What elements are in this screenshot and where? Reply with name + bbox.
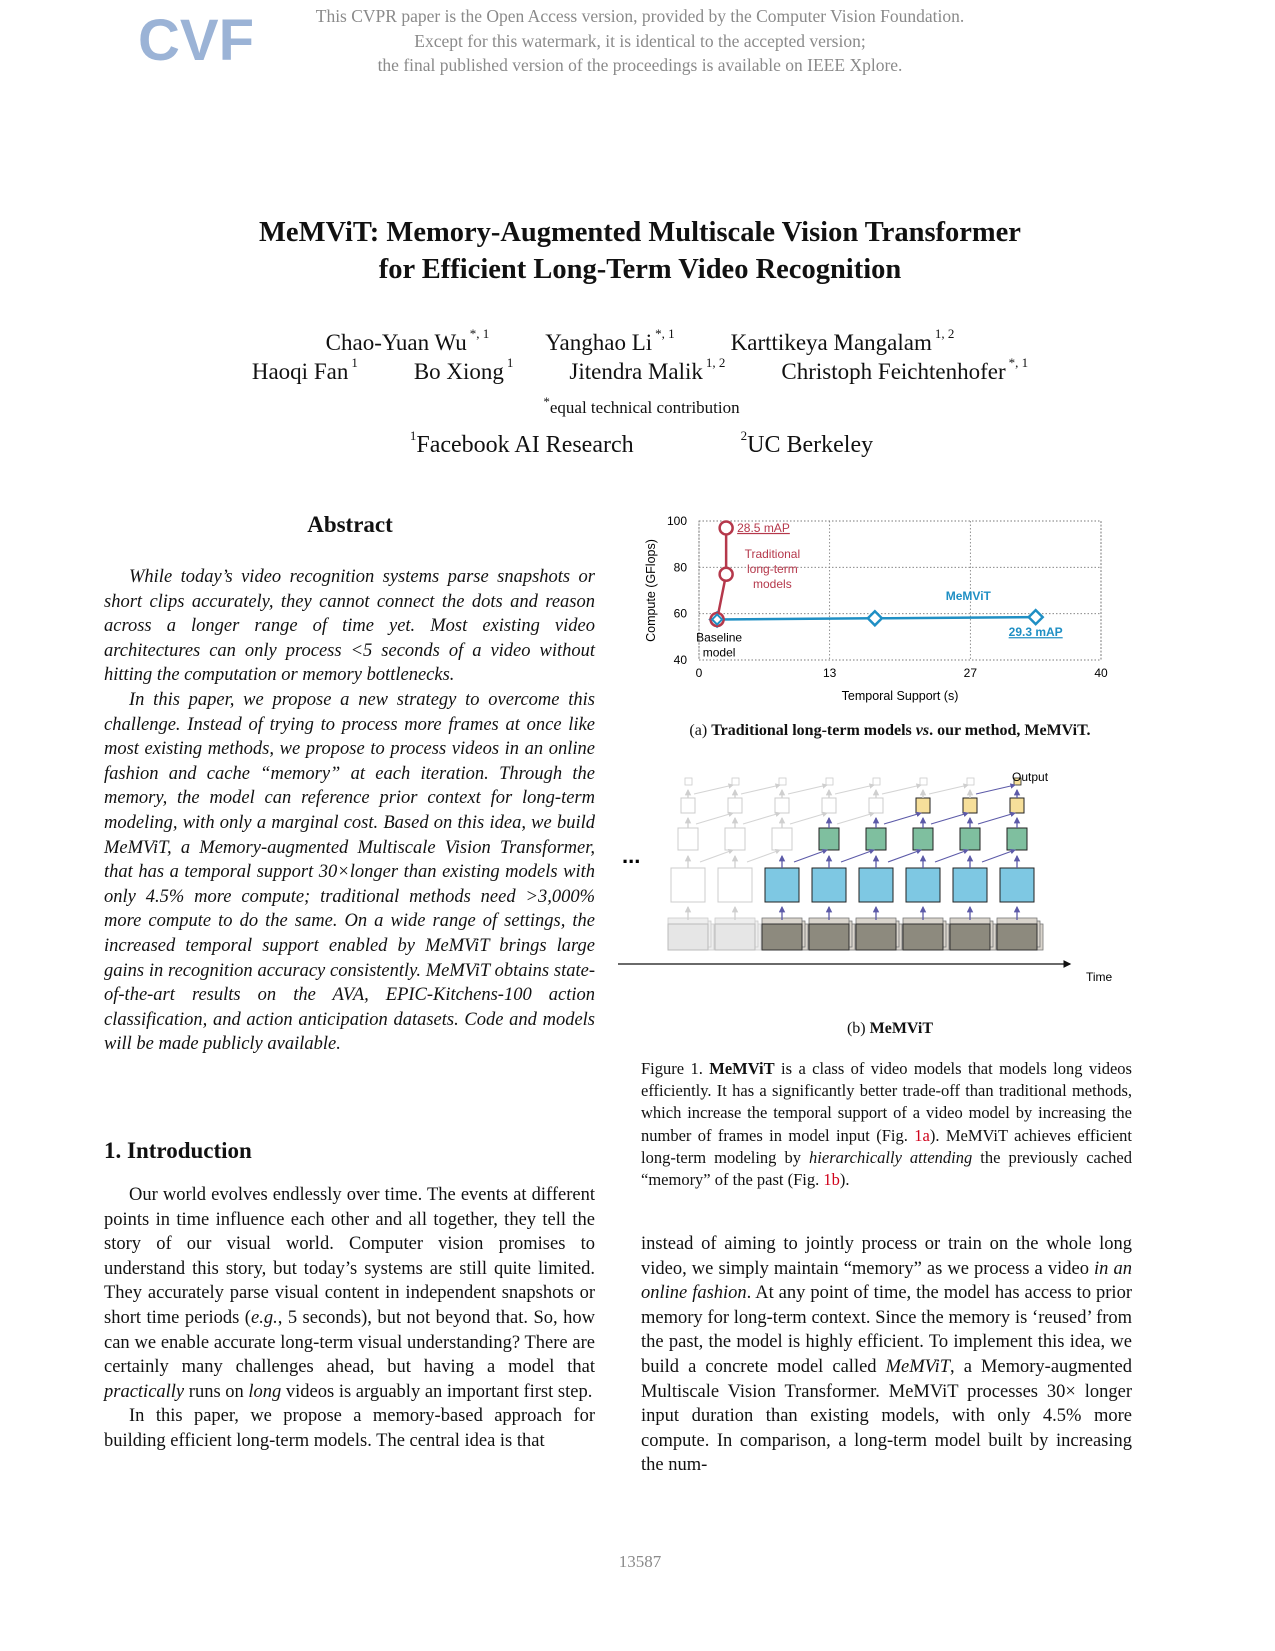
stage3-block — [869, 798, 883, 813]
x-tick-label: 27 — [963, 666, 978, 680]
introduction-body — [104, 1183, 595, 1454]
title-line-1: MeMViT: Memory-Augmented Multiscale Vision Transformer — [259, 217, 1021, 248]
stage1-block — [671, 868, 705, 902]
right-column-paragraph: instead of aiming to jointly process or train on the whole long video, we simply maintain “memory” as we process a video in an online fashion. At any point of time, the model has access to prior memory for long-term context. Since the memory is ‘reused’ from the past, the model is highly efficient. To implement this idea, we build a concrete model called MeMViT, a Memory-augmented Multiscale Vision Transformer. MeMViT processes 30× longer input duration than existing models, with only 4.5% more compute. In comparison, a long-term model built by increasing the num- — [641, 1234, 1132, 1476]
paper-title — [140, 214, 1140, 288]
affiliation: $^2$UC Berkeley — [740, 428, 874, 458]
output-token — [685, 778, 692, 785]
author-row-1 — [140, 326, 1140, 356]
output-token — [779, 778, 786, 785]
memory-arrow — [694, 785, 733, 794]
y-tick-label: 60 — [673, 606, 687, 621]
memvit-series-label: MeMViT — [945, 588, 991, 603]
stage3-block — [728, 798, 742, 813]
video-frame-front — [997, 924, 1037, 950]
memvit-map-annotation: 29.3 mAP — [1008, 625, 1063, 640]
author: Christoph Feichtenhofer $^{*, 1}$ — [781, 355, 1029, 384]
watermark-line-1: This CVPR paper is the Open Access version, provided by the Computer Vision Foundation. — [315, 6, 965, 26]
title-line-2: for Efficient Long-Term Video Recognition — [378, 254, 902, 285]
memory-arrow — [794, 850, 827, 862]
stage2-block — [678, 828, 698, 850]
video-frame-front — [715, 924, 755, 950]
stage1-block — [718, 868, 752, 902]
traditional-series-label: models — [753, 577, 792, 592]
traditional-series-label: Traditional — [744, 547, 801, 562]
memory-arrow — [696, 813, 733, 824]
memory-arrow — [882, 785, 921, 794]
affiliations — [140, 428, 1140, 459]
x-tick-label: 13 — [822, 666, 837, 680]
x-tick-label: 0 — [695, 666, 703, 680]
stage1-block — [953, 868, 987, 902]
author: Jitendra Malik $^{1, 2}$ — [569, 355, 726, 384]
stage1-block — [906, 868, 940, 902]
stage2-block — [772, 828, 792, 850]
stage3-block — [963, 798, 977, 813]
stage2-block — [866, 828, 886, 850]
stage1-block — [859, 868, 893, 902]
chart-labels — [696, 521, 1063, 660]
author-row-2 — [140, 355, 1140, 385]
traditional-series-label: long-term — [747, 562, 798, 577]
baseline-label: model — [702, 645, 736, 660]
output-token — [732, 778, 739, 785]
stage2-block — [819, 828, 839, 850]
memory-arrow — [741, 785, 780, 794]
figure-1a-caption: (a) Traditional long-term models vs. our method, MeMViT. — [689, 722, 1091, 739]
output-token — [920, 778, 927, 785]
watermark-line-2: Except for this watermark, it is identical to the accepted version; — [414, 30, 866, 51]
memory-arrow — [884, 813, 921, 824]
video-frame-front — [856, 924, 896, 950]
cvf-logo-text: CVF — [138, 8, 254, 73]
figure-1-caption: Figure 1. MeMViT is a class of video models that models long videos efficiently. It has a significantly better trade-off than traditional methods, which increase the temporal support of a video model by increasing the number of frames in model input (Fig. 1a). MeMViT achieves efficient long-term modeling by hierarchically attending the previously cached “memory” of the past (Fig. 1b). — [641, 1059, 1133, 1190]
y-tick-label: 40 — [673, 653, 687, 667]
abstract-paragraph-2: In this paper, we propose a new strategy to overcome this challenge. Instead of trying to process more frames at once like most existing methods, we propose to process videos in an online fashion and cache “memory” at each iteration. Through the memory, the model can reference prior context for long-term modeling, with only a marginal cost. Based on this idea, we build MeMViT, a Memory-augmented Multiscale Vision Transformer, that has a temporal support 30×longer than existing models with only 4.5% more compute; traditional methods need >3,000% more compute to do the same. On a wide range of settings, the increased temporal support enabled by MeMViT brings large gains in recognition accuracy consistently. MeMViT obtains state-of-the-art results on the AVA, EPIC-Kitchens-100 action classification, and action anticipation datasets. Code and models will be made publicly available. — [104, 689, 595, 1055]
video-frame-front — [668, 924, 708, 950]
diagram-output-label: Output — [1012, 770, 1049, 784]
memory-arrow — [835, 785, 874, 794]
diagram-time-label: Time — [1086, 970, 1113, 984]
video-frame-front — [762, 924, 802, 950]
memory-arrow — [747, 850, 780, 862]
stage1-block — [1000, 868, 1034, 902]
traditional-point — [720, 568, 733, 581]
memvit-diagram — [618, 778, 1070, 964]
memvit-point — [1029, 610, 1043, 624]
diagram-ellipsis: ... — [622, 843, 641, 868]
cvf-logo — [138, 8, 254, 76]
stage2-block — [913, 828, 933, 850]
chart-axes — [644, 514, 1108, 703]
abstract-paragraph-1: While today’s video recognition systems parse snapshots or short clips accurately, they cannot connect the dots and reason across a longer range of time yet. Most existing video architectures can only process <5 seconds of a video without hitting the computation or memory bottlenecks. — [104, 567, 595, 686]
memory-arrow — [888, 850, 921, 862]
x-tick-label: 40 — [1094, 666, 1108, 680]
stage2-block — [1007, 828, 1027, 850]
memory-arrow — [978, 813, 1015, 824]
memory-arrow — [976, 785, 1015, 794]
introduction-heading: 1. Introduction — [104, 1138, 252, 1163]
abstract-body — [104, 565, 595, 1057]
output-token — [967, 778, 974, 785]
abstract-heading: Abstract — [307, 512, 393, 537]
x-axis-label: Temporal Support (s) — [841, 689, 959, 703]
intro-paragraph-1: Our world evolves endlessly over time. The events at different points in time influence each other and all together, they tell the story of our visual world. Computer vision promises to understand this story, but today’s systems are still quite limited. They accurately parse visual content in independent snapshots or short time periods (e.g., 5 seconds), but not beyond that. So, how can we enable accurate long-term visual understanding? There are certainly many challenges ahead, but having a model that practically runs on long videos is arguably an important first step. — [104, 1185, 595, 1402]
stage3-block — [822, 798, 836, 813]
figure-ref-1b[interactable]: 1b — [823, 1170, 840, 1190]
traditional-point — [720, 521, 733, 534]
video-frame-front — [903, 924, 943, 950]
memvit-point — [868, 611, 882, 625]
memory-arrow — [931, 813, 968, 824]
intro-paragraph-2: In this paper, we propose a memory-based approach for building efficient long-term models. The central idea is that — [104, 1406, 595, 1451]
stage3-block — [681, 798, 695, 813]
memory-arrow — [982, 850, 1015, 862]
traditional-map-annotation: 28.5 mAP — [737, 520, 790, 535]
affiliation: $^1$Facebook AI Research — [409, 428, 634, 458]
video-frame-front — [809, 924, 849, 950]
author: Haoqi Fan $^1$ — [251, 355, 358, 384]
stage3-block — [916, 798, 930, 813]
author: Yanghao Li $^{*, 1}$ — [545, 326, 675, 355]
stage1-block — [812, 868, 846, 902]
memory-arrow — [788, 785, 827, 794]
y-tick-label: 80 — [673, 560, 687, 575]
right-column-body — [641, 1232, 1132, 1478]
open-access-watermark — [270, 4, 1010, 78]
video-frame-front — [950, 924, 990, 950]
y-tick-label: 100 — [666, 514, 687, 528]
author: Bo Xiong $^1$ — [413, 355, 514, 384]
watermark-line-3: the final published version of the proceedings is available on IEEE Xplore. — [377, 55, 903, 75]
stage2-block — [725, 828, 745, 850]
memory-arrow — [929, 785, 968, 794]
equal-contribution-note: *equal technical contribution — [543, 394, 740, 417]
memory-arrow — [790, 813, 827, 824]
author: Karttikeya Mangalam $^{1, 2}$ — [730, 326, 955, 355]
figure-ref-1a[interactable]: 1a — [914, 1125, 930, 1145]
figure-1b-caption: (b) MeMViT — [846, 1020, 934, 1037]
memory-arrow — [700, 850, 733, 862]
page-number: 13587 — [618, 1552, 662, 1571]
output-token — [873, 778, 880, 785]
author: Chao-Yuan Wu $^{*, 1}$ — [325, 326, 490, 355]
memory-arrow — [935, 850, 968, 862]
stage1-block — [765, 868, 799, 902]
baseline-label: Baseline — [696, 630, 743, 645]
y-axis-label: Compute (GFlops) — [644, 539, 658, 642]
figure-1a-chart — [640, 512, 1140, 748]
output-token — [826, 778, 833, 785]
stage3-block — [1010, 798, 1024, 813]
stage3-block — [775, 798, 789, 813]
figure-1b-diagram — [622, 770, 1140, 1020]
stage2-block — [960, 828, 980, 850]
memory-arrow — [837, 813, 874, 824]
memory-arrow — [841, 850, 874, 862]
memory-arrow — [743, 813, 780, 824]
